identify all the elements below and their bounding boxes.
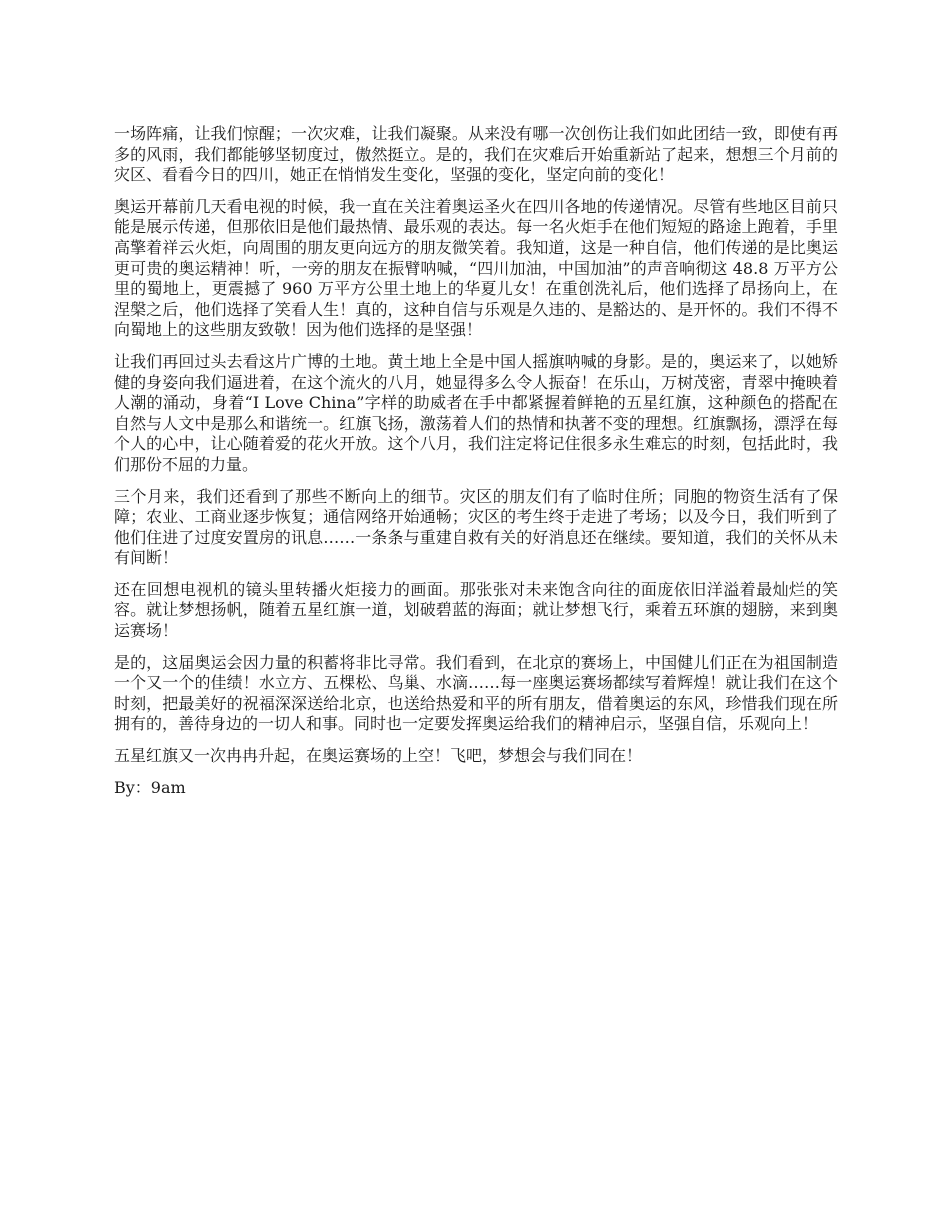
paragraph-5: 还在回想电视机的镜头里转播火炬接力的画面。那张张对未来饱含向往的面庞依旧洋溢着最灿烂的笑容。就让梦想扬帆，随着五星红旗一道，划破碧蓝的海面；就让梦想飞行，乘着五环旗的翅膀，来到奥运赛场！ — [114, 579, 838, 641]
paragraph-3: 让我们再回过头去看这片广博的土地。黄土地上全是中国人摇旗呐喊的身影。是的，奥运来了，以她矫健的身姿向我们逼进着，在这个流火的八月，她显得多么令人振奋！在乐山，万树茂密，青翠中掩映着人潮的涌动，身着“I Love China”字样的助威者在手中都紧握着鲜艳的五星红旗，这种颜色的搭配在自然与人文中是那么和谐统一。红旗飞扬，激荡着人们的热情和执著不变的理想。红旗飘扬，漂浮在每个人的心中，让心随着爱的花火开放。这个八月，我们注定将记住很多永生难忘的时刻，包括此时，我们那份不屈的力量。 — [114, 351, 838, 474]
document-body — [114, 124, 838, 798]
paragraph-1: 一场阵痛，让我们惊醒；一次灾难，让我们凝聚。从来没有哪一次创伤让我们如此团结一致，即使有再多的风雨，我们都能够坚韧度过，傲然挺立。是的，我们在灾难后开始重新站了起来，想想三个月前的灾区、看看今日的四川，她正在悄悄发生变化，坚强的变化，坚定向前的变化！ — [114, 124, 838, 185]
paragraph-4: 三个月来，我们还看到了那些不断向上的细节。灾区的朋友们有了临时住所；同胞的物资生活有了保障；农业、工商业逐步恢复；通信网络开始通畅；灾区的考生终于走进了考场；以及今日，我们听到了他们住进了过度安置房的讯息……一条条与重建自救有关的好消息还在继续。要知道，我们的关怀从未有间断！ — [114, 486, 838, 568]
paragraph-2: 奥运开幕前几天看电视的时候，我一直在关注着奥运圣火在四川各地的传递情况。尽管有些地区目前只能是展示传递，但那依旧是他们最热情、最乐观的表达。每一名火炬手在他们短短的路途上跑着，手里高擎着祥云火炬，向周围的朋友更向远方的朋友微笑着。我知道，这是一种自信，他们传递的是比奥运更可贵的奥运精神！听，一旁的朋友在振臂呐喊，“四川加油，中国加油”的声音响彻这 48.8 万平方公里的蜀地上，更震撼了 960 万平方公里土地上的华夏儿女！在重创洗礼后，他们选择了昂扬向上，在涅槃之后，他们选择了笑看人生！真的，这种自信与乐观是久违的、是豁达的、是开怀的。我们不得不向蜀地上的这些朋友致敬！因为他们选择的是坚强！ — [114, 196, 838, 340]
paragraph-7: 五星红旗又一次冉冉升起，在奥运赛场的上空！飞吧，梦想会与我们同在！ — [114, 746, 643, 766]
paragraph-6: 是的，这届奥运会因力量的积蓄将非比寻常。我们看到，在北京的赛场上，中国健儿们正在为祖国制造一个又一个的佳绩！水立方、五棵松、鸟巢、水滴……每一座奥运赛场都续写着辉煌！就让我们在这个时刻，把最美好的祝福深深送给北京，也送给热爱和平的所有朋友，借着奥运的东风，珍惜我们现在所拥有的，善待身边的一切人和事。同时也一定要发挥奥运给我们的精神启示，坚强自信，乐观向上！ — [114, 652, 838, 734]
byline: By：9am — [114, 777, 186, 797]
